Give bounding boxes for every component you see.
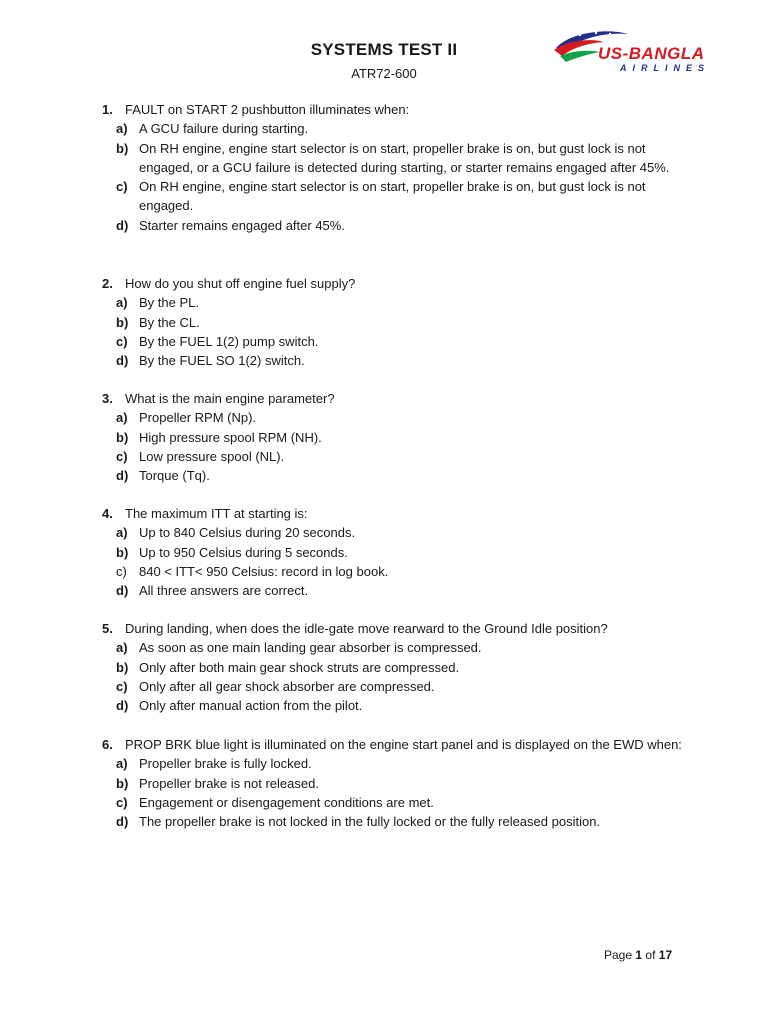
option-letter: c): [116, 333, 128, 349]
option-letter: a): [116, 121, 128, 137]
answer-option: [0, 408, 684, 427]
option-text: Propeller RPM (Np).: [139, 410, 257, 426]
option-letter: a): [116, 410, 128, 426]
question-text: PROP BRK blue light is illuminated on the engine start panel and is displayed on the EWD when:: [125, 737, 682, 752]
question-number: 3.: [102, 391, 113, 406]
option-text: The propeller brake is not locked in the fully locked or the fully released position.: [139, 814, 601, 830]
logo-brand-text: US-BANGLA: [598, 44, 705, 63]
answer-option: [0, 177, 684, 216]
option-text: Propeller brake is not released.: [139, 775, 319, 791]
answer-option: [0, 677, 684, 696]
option-text: By the CL.: [139, 314, 200, 330]
question-number: 5.: [102, 621, 113, 636]
answer-option: [0, 466, 684, 485]
option-text: On RH engine, engine start selector is on start, propeller brake is on, but gust lock is not engaged, or a GCU failure is detected during starting, or starter remains engaged after 45%.: [139, 140, 670, 175]
option-letter: b): [116, 544, 129, 560]
option-text: By the FUEL SO 1(2) switch.: [139, 353, 305, 369]
option-letter: b): [116, 140, 129, 156]
option-text: Only after all gear shock absorber are compressed.: [139, 678, 435, 694]
option-letter: b): [116, 775, 129, 791]
option-letter: b): [116, 659, 129, 675]
option-letter: c): [116, 448, 128, 464]
question-text: What is the main engine parameter?: [125, 391, 335, 406]
answer-option: [0, 351, 684, 370]
option-text: Only after manual action from the pilot.: [139, 698, 363, 714]
option-letter: a): [116, 525, 128, 541]
total-page-count: 17: [658, 948, 673, 962]
option-text: High pressure spool RPM (NH).: [139, 429, 322, 445]
option-text: By the FUEL 1(2) pump switch.: [139, 333, 319, 349]
option-text: Torque (Tq).: [139, 468, 210, 484]
answer-option: [0, 332, 684, 351]
option-text: As soon as one main landing gear absorber is compressed.: [139, 640, 482, 656]
answer-option: [0, 313, 684, 332]
question-number: 1.: [102, 102, 113, 117]
answer-option: [0, 523, 684, 542]
page-word: Page: [604, 948, 633, 962]
answer-option: [0, 658, 684, 677]
question-2: [0, 274, 768, 370]
answer-option: [0, 812, 684, 831]
answer-option: [0, 428, 684, 447]
us-bangla-logo-icon: [548, 26, 726, 76]
question-number: 6.: [102, 737, 113, 752]
option-letter: b): [116, 429, 129, 445]
option-letter: a): [116, 295, 128, 311]
question-3: [0, 389, 768, 485]
question-1: [0, 100, 768, 235]
answer-option: [0, 119, 684, 138]
option-text: By the PL.: [139, 295, 199, 311]
question-number: 2.: [102, 276, 113, 291]
airline-logo: [548, 26, 726, 76]
option-text: Starter remains engaged after 45%.: [139, 217, 345, 233]
option-text: Low pressure spool (NL).: [139, 448, 285, 464]
answer-option: [0, 754, 684, 773]
answer-option: [0, 696, 684, 715]
option-text: 840 < ITT< 950 Celsius: record in log book.: [139, 563, 389, 579]
current-page-number: 1: [635, 948, 643, 962]
option-text: Engagement or disengagement conditions are met.: [139, 794, 434, 810]
option-letter: d): [116, 814, 129, 830]
option-letter: d): [116, 353, 129, 369]
answer-option: [0, 774, 684, 793]
option-letter: a): [116, 756, 128, 772]
option-letter: c): [116, 794, 128, 810]
question-text: How do you shut off engine fuel supply?: [125, 276, 356, 291]
answer-option: [0, 216, 684, 235]
page-footer: [604, 948, 672, 962]
question-text: The maximum ITT at starting is:: [125, 506, 308, 521]
option-text: Up to 950 Celsius during 5 seconds.: [139, 544, 348, 560]
logo-tagline-text: AIRLINES: [620, 63, 711, 73]
answer-option: [0, 793, 684, 812]
option-text: A GCU failure during starting.: [139, 121, 309, 137]
answer-option: [0, 562, 684, 581]
option-text: Up to 840 Celsius during 20 seconds.: [139, 525, 356, 541]
answer-option: [0, 581, 684, 600]
option-letter: d): [116, 583, 129, 599]
answer-option: [0, 139, 684, 178]
option-text: Propeller brake is fully locked.: [139, 756, 312, 772]
question-number: 4.: [102, 506, 113, 521]
option-letter: a): [116, 640, 128, 656]
question-text: During landing, when does the idle-gate move rearward to the Ground Idle position?: [125, 621, 608, 636]
option-text: All three answers are correct.: [139, 583, 309, 599]
question-text: FAULT on START 2 pushbutton illuminates when:: [125, 102, 410, 117]
question-4: [0, 504, 768, 600]
option-letter: d): [116, 698, 129, 714]
of-word: of: [645, 948, 656, 962]
option-letter: b): [116, 314, 129, 330]
answer-option: [0, 543, 684, 562]
option-letter: c): [116, 179, 128, 195]
document-subtitle: ATR72-600: [351, 66, 417, 81]
option-letter: c): [116, 563, 127, 579]
answer-option: [0, 293, 684, 312]
option-letter: c): [116, 678, 128, 694]
option-letter: d): [116, 468, 129, 484]
option-text: Only after both main gear shock struts are compressed.: [139, 659, 460, 675]
document-title: SYSTEMS TEST II: [310, 40, 458, 59]
question-5: [0, 619, 768, 715]
answer-option: [0, 638, 684, 657]
question-6: [0, 735, 768, 831]
option-letter: d): [116, 217, 129, 233]
answer-option: [0, 447, 684, 466]
option-text: On RH engine, engine start selector is on start, propeller brake is on, but gust lock is not engaged.: [139, 179, 646, 214]
